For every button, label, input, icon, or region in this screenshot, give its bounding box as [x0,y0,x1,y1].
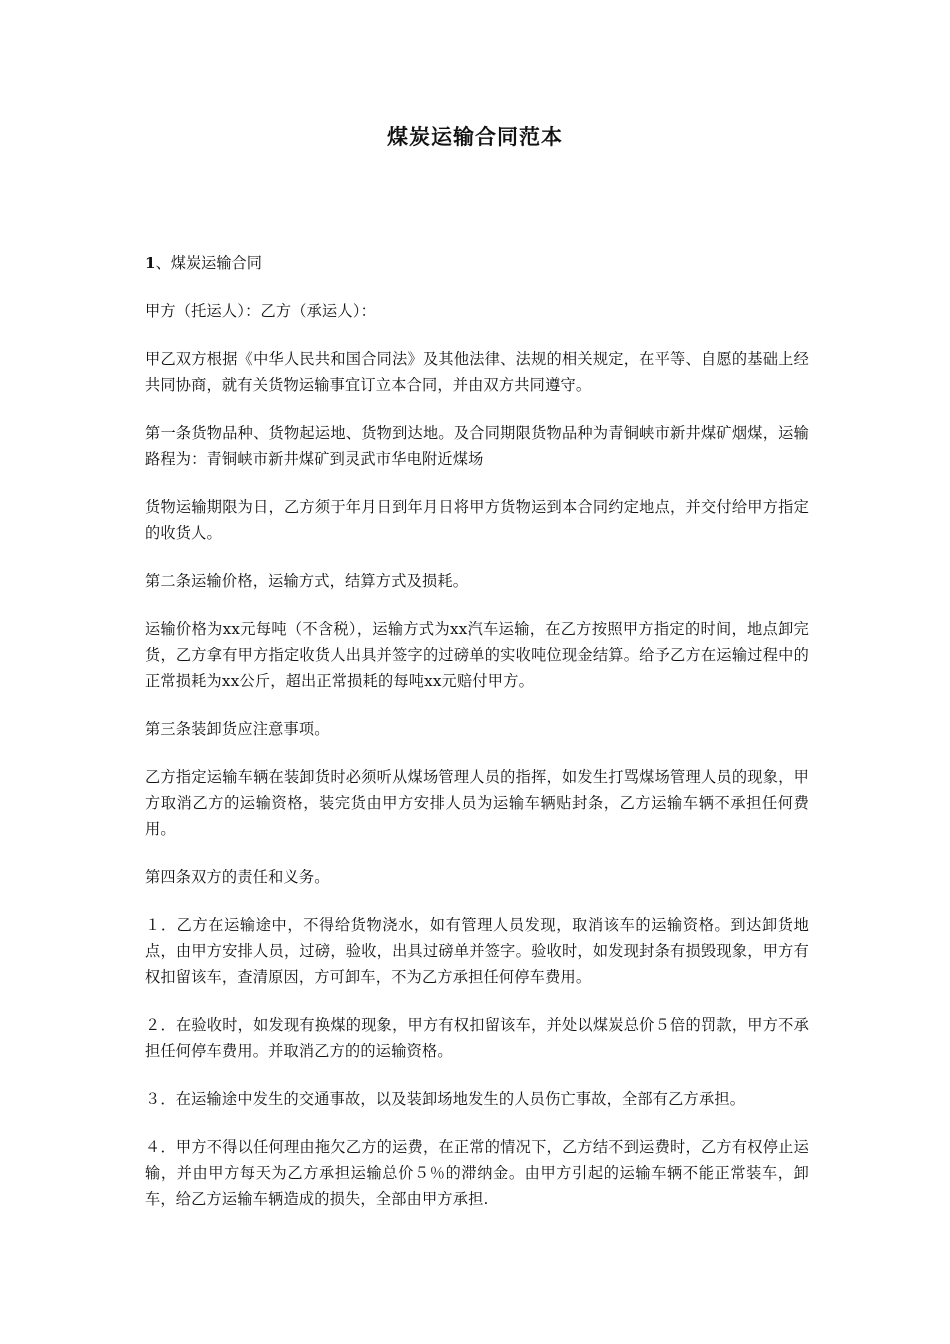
document-title: 煤炭运输合同范本 [387,125,563,149]
article-2-heading: 第二条运输价格，运输方式，结算方式及损耗。 [145,572,469,590]
duty-item-2: ２．在验收时，如发现有换煤的现象，甲方有权扣留该车，并处以煤炭总价５倍的罚款，甲方不承担任何停车费用。并取消乙方的的运输资格。 [145,1016,809,1060]
parties-line: 甲方（托运人）：乙方（承运人）： [145,302,376,320]
document-body [145,250,809,1234]
article-3-heading: 第三条装卸货应注意事项。 [145,720,330,738]
section-title: 、煤炭运输合同 [155,254,262,272]
duty-item-1: １．乙方在运输途中，不得给货物浇水，如有管理人员发现，取消该车的运输资格。到达卸货地点，由甲方安排人员，过磅，验收，出具过磅单并签字。验收时，如发现封条有损毁现象，甲方有权扣留该车，查清原因，方可卸车，不为乙方承担任何停车费用。 [145,916,809,986]
section-number: 1 [145,254,156,272]
transport-period-paragraph: 货物运输期限为日，乙方须于年月日到年月日将甲方货物运到本合同约定地点，并交付给甲方指定的收货人。 [145,498,809,542]
duty-item-4: ４．甲方不得以任何理由拖欠乙方的运费，在正常的情况下，乙方结不到运费时，乙方有权停止运输，并由甲方每天为乙方承担运输总价５％的滞纳金。由甲方引起的运输车辆不能正常装车，卸车，给乙方运输车辆造成的损失，全部由甲方承担. [145,1138,809,1208]
article-4-heading: 第四条双方的责任和义务。 [145,868,330,886]
pricing-paragraph: 运输价格为xx元每吨（不含税），运输方式为xx汽车运输，在乙方按照甲方指定的时间，地点卸完货，乙方拿有甲方指定收货人出具并签字的过磅单的实收吨位现金结算。给予乙方在运输过程中的正常损耗为xx公斤，超出正常损耗的每吨xx元赔付甲方。 [145,620,809,690]
section-heading [145,250,809,276]
duty-item-3: ３．在运输途中发生的交通事故，以及装卸场地发生的人员伤亡事故，全部有乙方承担。 [145,1090,746,1108]
article-1-paragraph: 第一条货物品种、货物起运地、货物到达地。及合同期限货物品种为青铜峡市新井煤矿烟煤，运输路程为：青铜峡市新井煤矿到灵武市华电附近煤场 [145,424,809,468]
preamble-paragraph: 甲乙双方根据《中华人民共和国合同法》及其他法律、法规的相关规定，在平等、自愿的基础上经共同协商，就有关货物运输事宜订立本合同，并由双方共同遵守。 [145,350,809,394]
loading-rules-paragraph: 乙方指定运输车辆在装卸货时必须听从煤场管理人员的指挥，如发生打骂煤场管理人员的现象，甲方取消乙方的运输资格，装完货由甲方安排人员为运输车辆贴封条，乙方运输车辆不承担任何费用。 [145,768,809,838]
